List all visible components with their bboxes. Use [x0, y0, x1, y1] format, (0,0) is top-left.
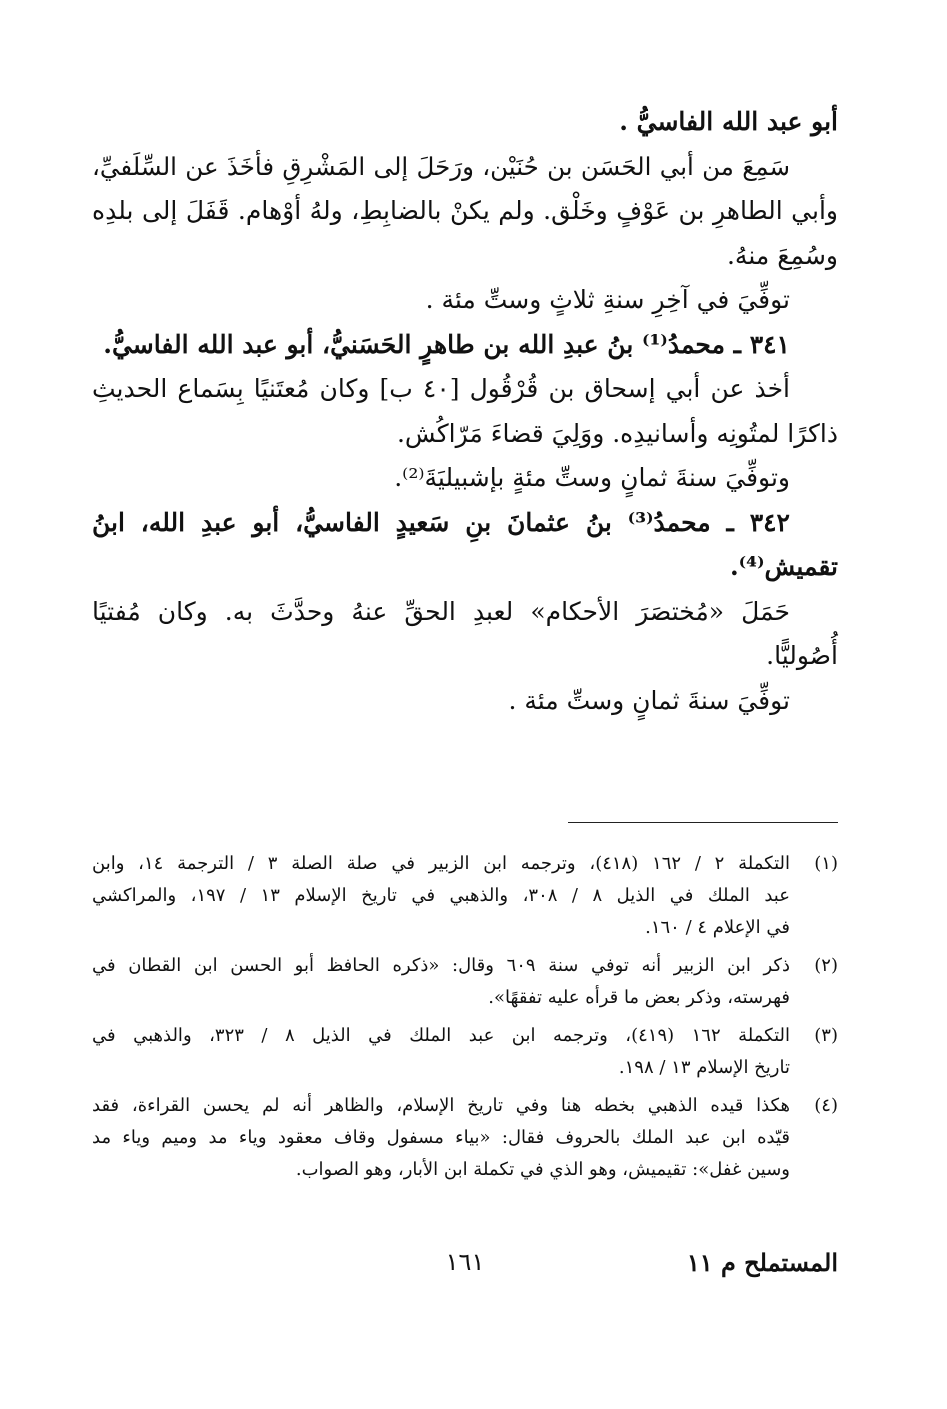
footnote-number: (٤)	[814, 1095, 838, 1116]
footnote-number: (٣)	[814, 1025, 838, 1046]
body-line: توفِّيَ سنةَ ثمانٍ وستِّ مئة .	[508, 685, 790, 715]
footnote-text	[92, 950, 790, 1014]
footnote	[92, 1020, 838, 1084]
body-line: ٣٤٢ ـ محمدُ⁽³⁾ بنُ عثمانَ بنِ سَعيدٍ الفاسيُّ، أبو عبدِ الله، ابنُ	[92, 507, 790, 537]
footnote-line: في الإعلام ٤ / ١٦٠.	[645, 917, 790, 938]
body-line: أخذ عن أبي إسحاق بن قُرْقُول [٤٠ ب] وكان مُعتَنيًا بِسَماع الحديثِ	[92, 374, 790, 403]
body-line: وسُمِعَ منهُ.	[726, 240, 838, 270]
body-line: أُصُوليًّا.	[766, 641, 838, 670]
footnote-number: (٢)	[814, 955, 838, 976]
footnote-text	[92, 848, 790, 944]
body-line: ذاكرًا لمتُونِه وأسانيدِه. ووَلِيَ قضاءَ مَرّاكُش.	[396, 418, 838, 448]
body-line: سَمِعَ من أبي الحَسَن بن حُنَيْن، ورَحَلَ إلى المَشْرِقِ فأخَذَ عن السِّلَفيِّ،	[92, 151, 790, 181]
footnote-line: فهرسته، وذكر بعض ما قرأه عليه تفقهًا».	[488, 987, 790, 1008]
footnote-line: ذكر ابن الزبير أنه توفي سنة ٦٠٩ وقال: «ذكره الحافظ أبو الحسن ابن القطان في	[92, 955, 790, 976]
footnote	[92, 848, 838, 944]
body-line: تقميش⁽⁴⁾.	[729, 552, 838, 581]
page-footer	[92, 1248, 838, 1288]
book-signature: المستملح م ١١	[686, 1248, 838, 1277]
footnote-line: التكملة ٢ / ١٦٢ (٤١٨)، وترجمه ابن الزبير في صلة الصلة ٣ / الترجمة ١٤، وابن	[92, 853, 790, 874]
footnote-divider	[568, 822, 838, 823]
footnote-number: (١)	[814, 853, 838, 874]
footnote	[92, 1090, 838, 1186]
footnote-line: هكذا قيده الذهبي بخطه هنا وفي تاريخ الإسلام، والظاهر أنه لم يحسن القراءة، فقد	[92, 1095, 790, 1116]
footnote-line: قيّده ابن عبد الملك بالحروف فقال: «بياء مسفول وقاف معقود وياء مد وميم وياء مد	[92, 1127, 790, 1148]
body-text	[92, 100, 838, 723]
page-number: ١٦١	[445, 1248, 485, 1276]
page	[92, 100, 838, 1340]
body-line: وأبي الطاهرِ بن عَوْفٍ وخَلْق. ولم يكنْ بالضابِطِ، ولهُ أوْهام. قَفَلَ إلى بلدِه	[92, 196, 838, 225]
body-line: وتوفِّيَ سنةَ ثمانٍ وستِّ مئةٍ بإشبيليَةَ⁽²⁾.	[394, 463, 790, 492]
footnote-line: التكملة ١٦٢ (٤١٩)، وترجمه ابن عبد الملك في الذيل ٨ / ٣٢٣، والذهبي في	[92, 1025, 790, 1046]
body-line: توفِّيَ في آخِرِ سنةِ ثلاثٍ وستِّ مئة .	[425, 285, 790, 314]
footnote-line: عبد الملك في الذيل ٨ / ٣٠٨، والذهبي في تاريخ الإسلام ١٣ / ١٩٧، والمراكشي	[92, 885, 790, 906]
body-line: أبو عبد الله الفاسيُّ .	[619, 107, 838, 136]
footnote-line: تاريخ الإسلام ١٣ / ١٩٨.	[618, 1057, 790, 1078]
body-line: حَمَلَ «مُختصَرَ الأحكام» لعبدِ الحقِّ عنهُ وحدَّثَ به. وكان مُفتيًا	[92, 596, 790, 626]
footnote-text	[92, 1090, 790, 1186]
footnote	[92, 950, 838, 1014]
footnote-text	[92, 1020, 790, 1084]
footnote-line: وسين غفل»: تقيميش، وهو الذي في تكملة ابن الأبار، وهو الصواب.	[295, 1159, 790, 1180]
footnotes	[92, 848, 838, 1192]
body-line: ٣٤١ ـ محمدُ⁽¹⁾ بنُ عبدِ الله بن طاهرٍ الحَسَنيُّ، أبو عبد الله الفاسيُّ.	[103, 329, 790, 359]
